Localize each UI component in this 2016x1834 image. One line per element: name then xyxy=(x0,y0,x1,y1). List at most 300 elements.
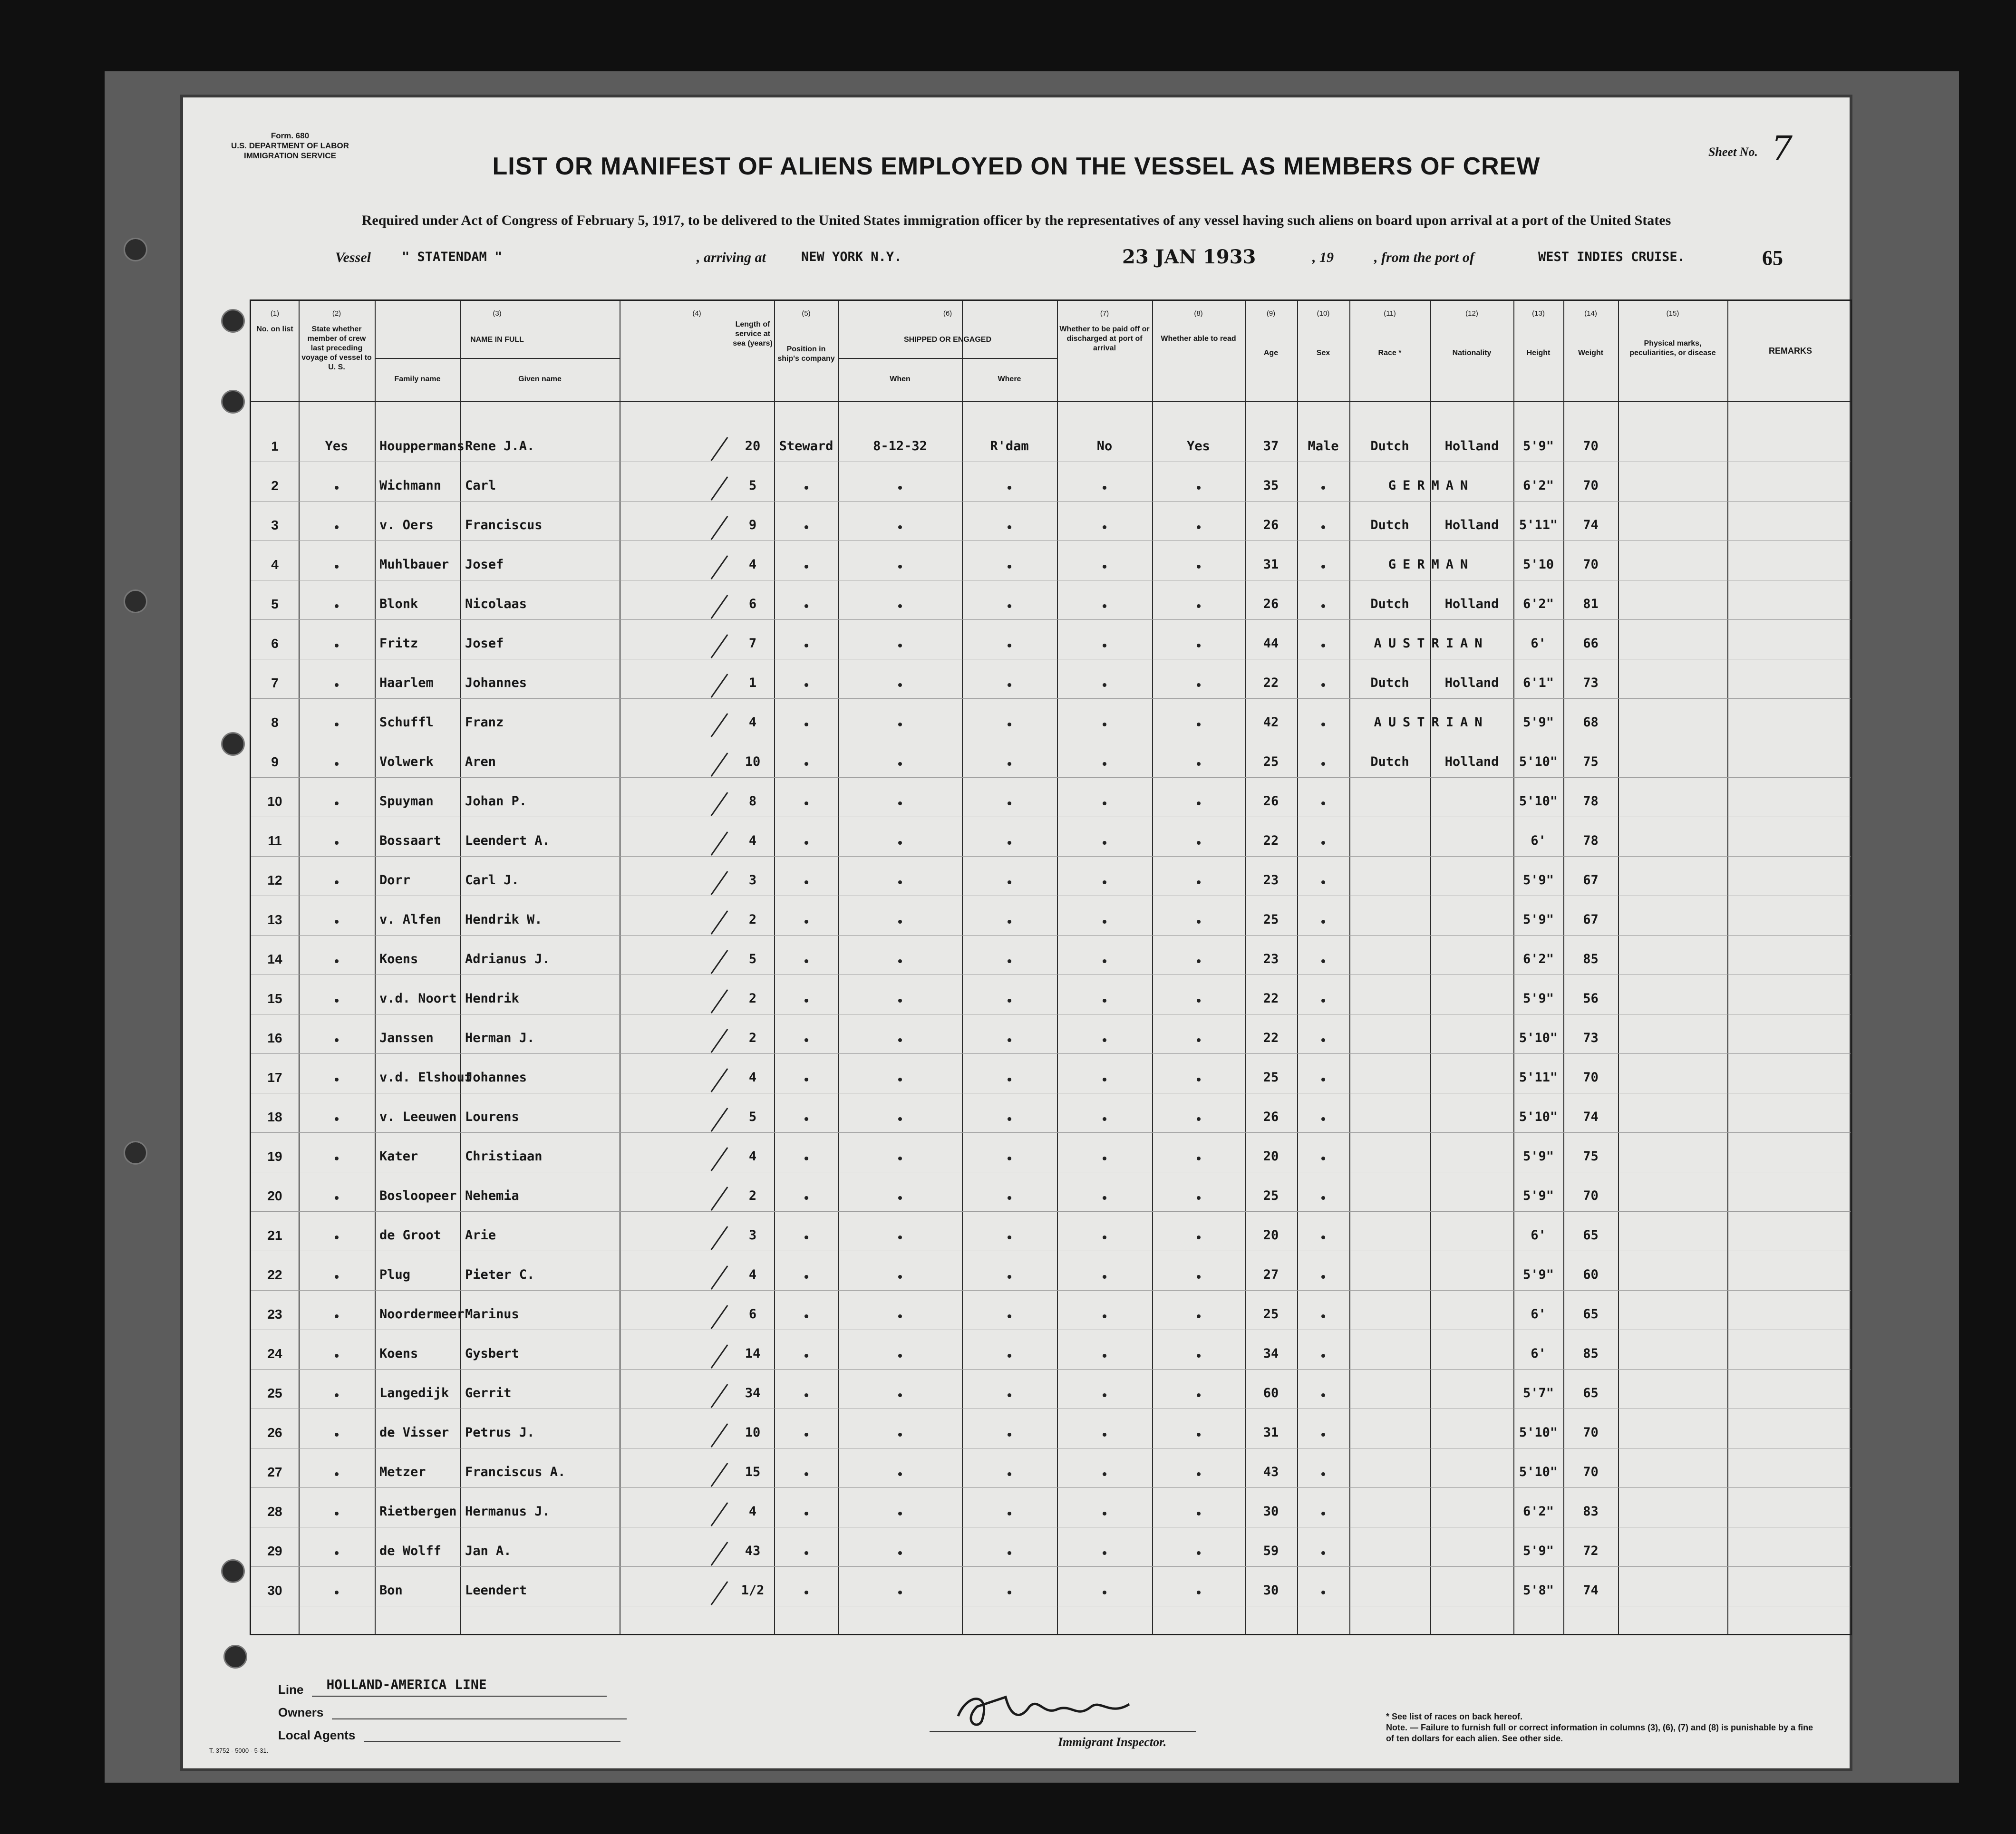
ditto-mark xyxy=(804,1196,808,1200)
ditto-mark xyxy=(1103,1314,1106,1318)
binder-hole xyxy=(124,238,147,261)
ditto-mark xyxy=(1321,959,1325,963)
cell-given: Rene J.A. xyxy=(465,439,535,454)
ditto-mark xyxy=(1103,644,1106,647)
row-rule xyxy=(251,935,1851,936)
cell-height: 6' xyxy=(1531,1346,1546,1361)
cell-given: Nicolaas xyxy=(465,597,527,611)
cell-service: 1 xyxy=(748,676,757,690)
check-mark xyxy=(711,1502,728,1526)
check-mark xyxy=(711,476,728,501)
ditto-mark xyxy=(1103,683,1106,687)
cell-height: 6'2" xyxy=(1522,1504,1554,1519)
cell-age: 25 xyxy=(1263,1307,1279,1322)
footnotes xyxy=(1386,1711,1814,1744)
cell-age: 31 xyxy=(1263,1425,1279,1440)
ditto-mark xyxy=(335,920,339,924)
cell-family: Bossaart xyxy=(379,833,442,848)
ditto-mark xyxy=(335,644,339,647)
ditto-mark xyxy=(1008,1236,1011,1239)
cell-service: 2 xyxy=(748,1031,757,1045)
cell-age: 30 xyxy=(1263,1504,1279,1519)
cell-given: Lourens xyxy=(465,1110,519,1124)
cell-family: Schuffl xyxy=(379,715,434,730)
ditto-mark xyxy=(1321,565,1325,569)
ditto-mark xyxy=(804,762,808,766)
cell-given: Franciscus xyxy=(465,518,543,532)
cell-race-nationality: GERMAN xyxy=(1388,557,1475,572)
cell-family: Bosloopeer xyxy=(379,1188,457,1203)
cell-weight: 70 xyxy=(1583,478,1599,493)
ditto-mark xyxy=(1103,762,1106,766)
ditto-mark xyxy=(1197,565,1201,569)
col-header-physical-marks: Physical marks, peculiarities, or disease xyxy=(1629,339,1716,357)
service-name: IMMIGRATION SERVICE xyxy=(244,151,336,160)
ditto-mark xyxy=(804,1157,808,1160)
row-number: 21 xyxy=(267,1228,282,1243)
cell-age: 25 xyxy=(1263,912,1279,927)
ditto-mark xyxy=(1008,1354,1011,1358)
ditto-mark xyxy=(1103,1551,1106,1555)
ditto-mark xyxy=(335,486,339,490)
ditto-mark xyxy=(804,1236,808,1239)
cell-family: Fritz xyxy=(379,636,418,651)
row-number: 23 xyxy=(267,1307,282,1322)
cell-service: 3 xyxy=(748,1228,757,1243)
cell-weight: 70 xyxy=(1583,439,1599,454)
ditto-mark xyxy=(804,683,808,687)
cell-service: 4 xyxy=(748,1504,757,1519)
check-mark xyxy=(711,1463,728,1487)
ditto-mark xyxy=(898,1354,902,1358)
arriving-value: NEW YORK N.Y. xyxy=(801,250,902,264)
ditto-mark xyxy=(335,762,339,766)
cell-family: Volwerk xyxy=(379,754,434,769)
ditto-mark xyxy=(1197,1157,1201,1160)
ditto-mark xyxy=(804,841,808,845)
cell-age: 27 xyxy=(1263,1267,1279,1282)
row-rule xyxy=(251,1290,1851,1291)
cell-age: 22 xyxy=(1263,1031,1279,1045)
cell-when: 8-12-32 xyxy=(873,439,927,454)
cell-service: 15 xyxy=(745,1465,761,1479)
cell-given: Leendert xyxy=(465,1583,527,1598)
ditto-mark xyxy=(1103,1236,1106,1239)
cell-height: 5'9" xyxy=(1522,1267,1554,1282)
col-num: (1) xyxy=(270,309,280,318)
check-mark xyxy=(711,1344,728,1369)
cell-given: Carl xyxy=(465,478,496,493)
check-mark xyxy=(711,831,728,856)
row-rule xyxy=(251,619,1851,620)
ditto-mark xyxy=(335,1591,339,1594)
row-number: 18 xyxy=(267,1110,282,1124)
row-number: 22 xyxy=(267,1267,282,1282)
cell-given: Josef xyxy=(465,557,504,572)
cell-age: 60 xyxy=(1263,1386,1279,1400)
ditto-mark xyxy=(1197,841,1201,845)
cell-family: Langedijk xyxy=(379,1386,449,1400)
cell-weight: 65 xyxy=(1583,1307,1599,1322)
ditto-mark xyxy=(1103,999,1106,1003)
ditto-mark xyxy=(1103,1512,1106,1515)
ditto-mark xyxy=(1008,1512,1011,1515)
ditto-mark xyxy=(1321,1591,1325,1594)
check-mark xyxy=(711,910,728,935)
cell-service: 5 xyxy=(748,478,757,493)
requirement-text: Required under Act of Congress of February 5, 1917, to be delivered to the United States immigration officer by the representatives of any vessel having such aliens on board upon arrival at a port of the United States xyxy=(361,212,1671,228)
ditto-mark xyxy=(1103,525,1106,529)
cell-service: 34 xyxy=(745,1386,761,1400)
check-mark xyxy=(711,1108,728,1132)
cell-given: Pieter C. xyxy=(465,1267,535,1282)
col-num: (7) xyxy=(1100,309,1109,318)
ditto-mark xyxy=(1103,841,1106,845)
cell-given: Leendert A. xyxy=(465,833,550,848)
ditto-mark xyxy=(1321,525,1325,529)
ditto-mark xyxy=(898,1157,902,1160)
cell-race: Dutch xyxy=(1370,754,1409,769)
check-mark xyxy=(711,516,728,540)
voyage-line xyxy=(335,246,1738,270)
check-mark xyxy=(711,1187,728,1211)
check-mark xyxy=(711,634,728,658)
cell-height: 6' xyxy=(1531,636,1546,651)
sheet-value: 7 xyxy=(1771,129,1793,168)
col-num: (11) xyxy=(1384,309,1396,318)
cell-race: Dutch xyxy=(1370,518,1409,532)
cell-height: 5'11" xyxy=(1519,518,1558,532)
ditto-mark xyxy=(898,880,902,884)
ditto-mark xyxy=(1008,880,1011,884)
ditto-mark xyxy=(898,762,902,766)
cell-age: 34 xyxy=(1263,1346,1279,1361)
ditto-mark xyxy=(1008,525,1011,529)
cell-height: 5'10" xyxy=(1519,1425,1558,1440)
ditto-mark xyxy=(335,999,339,1003)
ditto-mark xyxy=(1197,1236,1201,1239)
print-code: T. 3752 - 5000 - 5-31. xyxy=(209,1747,269,1754)
row-number: 14 xyxy=(267,952,282,966)
form-number: Form. 680 xyxy=(271,131,310,140)
ditto-mark xyxy=(1008,1117,1011,1121)
ditto-mark xyxy=(335,1472,339,1476)
col-header-when: When xyxy=(890,375,911,383)
ditto-mark xyxy=(1103,1038,1106,1042)
cell-age: 25 xyxy=(1263,754,1279,769)
cell-family: Plug xyxy=(379,1267,411,1282)
ditto-mark xyxy=(804,920,808,924)
row-rule xyxy=(251,1566,1851,1567)
footnote-penalty: Note. — Failure to furnish full or correct information in columns (3), (6), (7) and (8) is punishable by a fine of ten dollars for each alien. See other side. xyxy=(1386,1723,1813,1743)
cell-service: 6 xyxy=(748,1307,757,1322)
cell-given: Adrianus J. xyxy=(465,952,550,966)
ditto-mark xyxy=(1197,1117,1201,1121)
ditto-mark xyxy=(1321,1196,1325,1200)
ditto-mark xyxy=(804,1512,808,1515)
ditto-mark xyxy=(1197,1551,1201,1555)
ditto-mark xyxy=(1321,644,1325,647)
cell-given: Josef xyxy=(465,636,504,651)
ditto-mark xyxy=(898,1275,902,1279)
ditto-mark xyxy=(1321,1236,1325,1239)
row-number: 30 xyxy=(267,1583,282,1598)
ditto-mark xyxy=(898,644,902,647)
cell-service: 4 xyxy=(748,1267,757,1282)
ditto-mark xyxy=(1197,999,1201,1003)
cell-age: 20 xyxy=(1263,1228,1279,1243)
ditto-mark xyxy=(1008,1038,1011,1042)
cell-service: 10 xyxy=(745,754,761,769)
ditto-mark xyxy=(335,723,339,726)
ditto-mark xyxy=(1197,1591,1201,1594)
line-label: Line xyxy=(278,1682,304,1697)
ditto-mark xyxy=(804,1472,808,1476)
ditto-mark xyxy=(898,1038,902,1042)
ditto-mark xyxy=(1008,1393,1011,1397)
crew-table xyxy=(250,299,1852,1635)
cell-weight: 81 xyxy=(1583,597,1599,611)
cell-height: 5'10" xyxy=(1519,1110,1558,1124)
cell-paid: No xyxy=(1096,439,1113,454)
cell-family: Blonk xyxy=(379,597,418,611)
ditto-mark xyxy=(1197,920,1201,924)
cell-height: 5'9" xyxy=(1522,991,1554,1006)
ditto-mark xyxy=(1103,1393,1106,1397)
ditto-mark xyxy=(1321,604,1325,608)
cell-given: Carl J. xyxy=(465,873,519,888)
ditto-mark xyxy=(1321,683,1325,687)
cell-weight: 74 xyxy=(1583,518,1599,532)
row-number: 13 xyxy=(267,912,282,927)
row-number: 9 xyxy=(271,754,279,769)
row-rule xyxy=(251,1211,1851,1212)
year-label: , 19 xyxy=(1312,250,1334,265)
cell-height: 5'8" xyxy=(1522,1583,1554,1598)
arrival-date-stamp: 23 JAN 1933 xyxy=(1122,246,1256,268)
row-number: 8 xyxy=(271,715,279,730)
ditto-mark xyxy=(804,486,808,490)
owners-field xyxy=(332,1705,627,1719)
ditto-mark xyxy=(804,1038,808,1042)
cell-age: 44 xyxy=(1263,636,1279,651)
cell-height: 6'2" xyxy=(1522,597,1554,611)
cell-family: Muhlbauer xyxy=(379,557,449,572)
ditto-mark xyxy=(1008,565,1011,569)
ditto-mark xyxy=(898,920,902,924)
ditto-mark xyxy=(1197,644,1201,647)
ditto-mark xyxy=(804,959,808,963)
col-header-nationality: Nationality xyxy=(1452,349,1492,357)
check-mark xyxy=(711,1305,728,1329)
ditto-mark xyxy=(335,525,339,529)
ditto-mark xyxy=(804,1551,808,1555)
ditto-mark xyxy=(1321,1275,1325,1279)
cell-family: Kater xyxy=(379,1149,418,1164)
ditto-mark xyxy=(804,1275,808,1279)
ditto-mark xyxy=(1008,1314,1011,1318)
ditto-mark xyxy=(1321,1393,1325,1397)
ditto-mark xyxy=(1321,1078,1325,1081)
cell-service: 10 xyxy=(745,1425,761,1440)
ditto-mark xyxy=(804,604,808,608)
row-rule xyxy=(251,856,1851,857)
cell-height: 6' xyxy=(1531,1307,1546,1322)
ditto-mark xyxy=(1197,959,1201,963)
col-num: (14) xyxy=(1584,309,1597,318)
row-rule xyxy=(251,1487,1851,1488)
row-number: 27 xyxy=(267,1465,282,1479)
ditto-mark xyxy=(898,565,902,569)
check-mark xyxy=(711,1265,728,1290)
ditto-mark xyxy=(1103,959,1106,963)
cell-weight: 66 xyxy=(1583,636,1599,651)
ditto-mark xyxy=(335,1393,339,1397)
row-rule xyxy=(251,1132,1851,1133)
ditto-mark xyxy=(335,959,339,963)
ditto-mark xyxy=(1321,1354,1325,1358)
cell-family: Dorr xyxy=(379,873,411,888)
check-mark xyxy=(711,753,728,777)
col-header-shipped: SHIPPED OR ENGAGED xyxy=(903,336,992,344)
cell-weight: 73 xyxy=(1583,676,1599,690)
ditto-mark xyxy=(1321,841,1325,845)
ditto-mark xyxy=(1103,1078,1106,1081)
row-number: 16 xyxy=(267,1031,282,1045)
cell-weight: 83 xyxy=(1583,1504,1599,1519)
col-header-read: Whether able to read xyxy=(1161,335,1236,343)
ditto-mark xyxy=(335,1117,339,1121)
check-mark xyxy=(711,950,728,974)
owners-label: Owners xyxy=(278,1705,324,1719)
ditto-mark xyxy=(1321,1038,1325,1042)
ditto-mark xyxy=(898,1433,902,1437)
cell-family: de Visser xyxy=(379,1425,449,1440)
ditto-mark xyxy=(1008,1196,1011,1200)
cell-age: 30 xyxy=(1263,1583,1279,1598)
cell-height: 5'10" xyxy=(1519,1465,1558,1479)
col-header-where: Where xyxy=(998,375,1021,383)
ditto-mark xyxy=(804,723,808,726)
ditto-mark xyxy=(898,1472,902,1476)
col-num: (3) xyxy=(493,309,502,318)
cell-service: 8 xyxy=(748,794,757,809)
cell-given: Johannes xyxy=(465,676,527,690)
from-value: WEST INDIES CRUISE. xyxy=(1538,250,1685,264)
cell-height: 6' xyxy=(1531,1228,1546,1243)
ditto-mark xyxy=(898,1196,902,1200)
check-mark xyxy=(711,1423,728,1448)
cell-service: 7 xyxy=(748,636,757,651)
ditto-mark xyxy=(1197,486,1201,490)
cell-height: 5'9" xyxy=(1522,873,1554,888)
row-number: 3 xyxy=(271,518,279,532)
ditto-mark xyxy=(1321,1512,1325,1515)
row-number: 24 xyxy=(267,1346,282,1361)
binder-hole xyxy=(221,390,245,414)
cell-height: 5'7" xyxy=(1522,1386,1554,1400)
cell-family: Janssen xyxy=(379,1031,434,1045)
ditto-mark xyxy=(898,801,902,805)
cell-weight: 65 xyxy=(1583,1228,1599,1243)
cell-height: 6' xyxy=(1531,833,1546,848)
ditto-mark xyxy=(1008,1591,1011,1594)
ditto-mark xyxy=(1197,604,1201,608)
ditto-mark xyxy=(898,1236,902,1239)
ditto-mark xyxy=(804,1433,808,1437)
cell-family: v. Alfen xyxy=(379,912,442,927)
cell-family: Wichmann xyxy=(379,478,442,493)
cell-weight: 60 xyxy=(1583,1267,1599,1282)
cell-weight: 70 xyxy=(1583,1425,1599,1440)
row-rule xyxy=(251,501,1851,502)
cell-family: de Wolff xyxy=(379,1544,442,1558)
cell-family: de Groot xyxy=(379,1228,442,1243)
ditto-mark xyxy=(335,1038,339,1042)
cell-age: 23 xyxy=(1263,952,1279,966)
cell-height: 5'9" xyxy=(1522,1544,1554,1558)
check-mark xyxy=(711,1226,728,1250)
cell-weight: 78 xyxy=(1583,833,1599,848)
cell-age: 43 xyxy=(1263,1465,1279,1479)
cell-service: 4 xyxy=(748,1149,757,1164)
cell-service: 2 xyxy=(748,1188,757,1203)
ditto-mark xyxy=(1103,565,1106,569)
cell-family: Koens xyxy=(379,1346,418,1361)
cell-weight: 65 xyxy=(1583,1386,1599,1400)
page-number: 65 xyxy=(1762,246,1783,270)
cell-weight: 67 xyxy=(1583,873,1599,888)
check-mark xyxy=(711,1581,728,1605)
ditto-mark xyxy=(335,1512,339,1515)
cell-height: 5'10" xyxy=(1519,754,1558,769)
ditto-mark xyxy=(335,1157,339,1160)
ditto-mark xyxy=(1008,801,1011,805)
cell-service: 5 xyxy=(748,952,757,966)
ditto-mark xyxy=(1103,1354,1106,1358)
ditto-mark xyxy=(1008,486,1011,490)
cell-sex: Male xyxy=(1308,439,1339,454)
binder-hole xyxy=(223,1645,247,1669)
cell-race-nationality: AUSTRIAN xyxy=(1374,715,1489,730)
ditto-mark xyxy=(1197,1275,1201,1279)
cell-given: Franz xyxy=(465,715,504,730)
cell-family: Haarlem xyxy=(379,676,434,690)
ditto-mark xyxy=(1103,1157,1106,1160)
cell-service: 14 xyxy=(745,1346,761,1361)
cell-age: 26 xyxy=(1263,1110,1279,1124)
row-number: 11 xyxy=(268,833,282,848)
row-number: 5 xyxy=(271,597,279,611)
ditto-mark xyxy=(898,1393,902,1397)
local-agents-label: Local Agents xyxy=(278,1728,356,1742)
ditto-mark xyxy=(335,565,339,569)
ditto-mark xyxy=(804,565,808,569)
cell-family: Houppermans xyxy=(379,439,465,454)
vessel-label: Vessel xyxy=(335,250,371,265)
cell-weight: 78 xyxy=(1583,794,1599,809)
check-mark xyxy=(711,989,728,1014)
cell-family: Spuyman xyxy=(379,794,434,809)
check-mark xyxy=(711,713,728,737)
ditto-mark xyxy=(1197,1078,1201,1081)
cell-weight: 72 xyxy=(1583,1544,1599,1558)
ditto-mark xyxy=(804,1117,808,1121)
cell-age: 59 xyxy=(1263,1544,1279,1558)
cell-nat: Holland xyxy=(1444,518,1499,532)
check-mark xyxy=(711,1029,728,1053)
ditto-mark xyxy=(1321,1551,1325,1555)
